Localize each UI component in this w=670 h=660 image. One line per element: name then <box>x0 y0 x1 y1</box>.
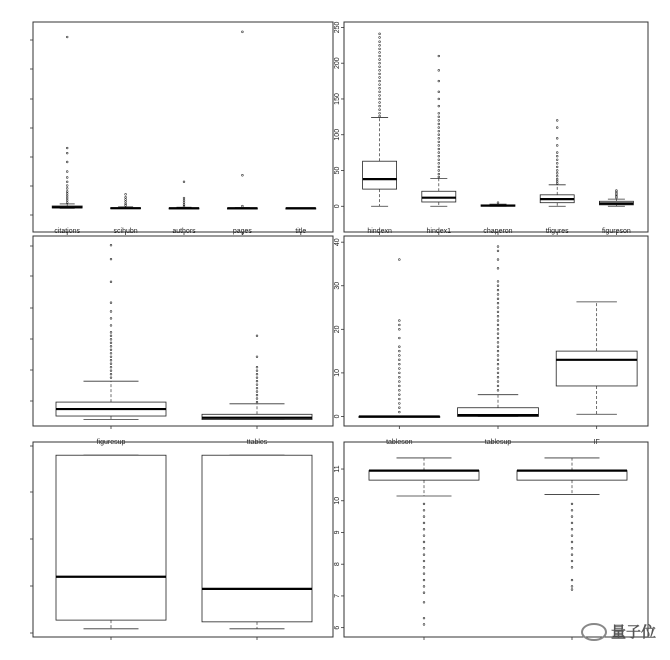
y-tick-label: 40 <box>334 238 341 247</box>
outlier-point <box>110 258 112 260</box>
outlier-point <box>125 193 127 195</box>
outlier-point <box>497 355 499 357</box>
outlier-point <box>398 328 400 330</box>
y-tick-label: 9 <box>334 530 341 535</box>
outlier-point <box>497 337 499 339</box>
y-tick-label: 11 <box>334 465 341 473</box>
x-category-label: pages <box>232 228 252 235</box>
outlier-point <box>66 171 68 173</box>
outlier-point <box>66 197 68 199</box>
outlier-point <box>423 516 425 518</box>
box-iqr <box>556 351 637 386</box>
outlier-point <box>110 377 112 379</box>
outlier-point <box>110 302 112 304</box>
outlier-point <box>571 589 573 591</box>
outlier-point <box>66 202 68 204</box>
outlier-point <box>571 516 573 518</box>
outlier-point <box>398 368 400 370</box>
outlier-point <box>398 259 400 261</box>
box-iqr <box>517 471 627 481</box>
outlier-point <box>379 44 381 46</box>
outlier-point <box>256 373 258 375</box>
outlier-point <box>183 181 185 183</box>
box-2 <box>517 458 627 591</box>
outlier-point <box>497 350 499 352</box>
outlier-point <box>183 197 185 199</box>
outlier-point <box>398 376 400 378</box>
box-5 <box>599 190 633 207</box>
outlier-point <box>497 307 499 309</box>
x-category-label: tableson <box>386 439 413 446</box>
outlier-point <box>497 259 499 261</box>
outlier-point <box>497 285 499 287</box>
outlier-point <box>497 341 499 343</box>
y-tick-label: 10 <box>334 496 341 505</box>
outlier-point <box>497 363 499 365</box>
outlier-point <box>571 503 573 505</box>
outlier-point <box>423 586 425 588</box>
outlier-point <box>379 62 381 64</box>
outlier-point <box>66 152 68 154</box>
outlier-point <box>556 182 558 184</box>
outlier-point <box>379 73 381 75</box>
outlier-point <box>438 55 440 57</box>
outlier-point <box>497 324 499 326</box>
outlier-point <box>438 141 440 143</box>
outlier-point <box>398 389 400 391</box>
outlier-point <box>183 204 185 206</box>
outlier-point <box>379 91 381 93</box>
y-tick-label: 7 <box>334 593 341 598</box>
box-2 <box>202 335 312 420</box>
outlier-point <box>497 311 499 313</box>
outlier-point <box>398 346 400 348</box>
outlier-point <box>398 394 400 396</box>
box-4 <box>227 31 257 209</box>
outlier-point <box>110 370 112 372</box>
outlier-point <box>110 338 112 340</box>
outlier-point <box>571 528 573 530</box>
y-tick-label: 30 <box>334 281 341 290</box>
outlier-point <box>66 177 68 179</box>
outlier-point <box>556 137 558 139</box>
x-category-label: title <box>295 228 307 235</box>
outlier-point <box>438 80 440 82</box>
watermark-text: 量子位 <box>610 623 656 641</box>
box-iqr <box>56 455 166 620</box>
outlier-point <box>379 48 381 50</box>
outlier-point <box>423 535 425 537</box>
outlier-point <box>66 199 68 201</box>
outlier-point <box>438 145 440 147</box>
outlier-point <box>497 328 499 330</box>
outlier-point <box>110 331 112 333</box>
outlier-point <box>438 130 440 132</box>
outlier-point <box>66 181 68 183</box>
box-iqr <box>202 455 312 622</box>
outlier-point <box>379 37 381 39</box>
outlier-point <box>66 191 68 193</box>
outlier-point <box>571 522 573 524</box>
outlier-point <box>256 335 258 337</box>
outlier-point <box>571 547 573 549</box>
outlier-point <box>110 244 112 246</box>
x-category-label: citations <box>54 228 81 235</box>
outlier-point <box>423 573 425 575</box>
outlier-point <box>110 356 112 358</box>
box-1 <box>359 259 440 418</box>
outlier-point <box>398 359 400 361</box>
outlier-point <box>256 370 258 372</box>
outlier-point <box>497 315 499 317</box>
outlier-point <box>110 335 112 337</box>
outlier-point <box>125 201 127 203</box>
outlier-point <box>497 280 499 282</box>
outlier-point <box>571 554 573 556</box>
outlier-point <box>256 387 258 389</box>
outlier-point <box>379 115 381 117</box>
outlier-point <box>125 199 127 201</box>
y-tick-label: 250 <box>334 21 341 34</box>
x-category-label: figuresup <box>96 439 126 446</box>
x-category-label: chaperon <box>483 228 513 235</box>
outlier-point <box>379 87 381 89</box>
outlier-point <box>438 123 440 125</box>
outlier-point <box>423 579 425 581</box>
outlier-point <box>256 356 258 358</box>
outlier-point <box>497 385 499 387</box>
box-3 <box>556 302 637 414</box>
outlier-point <box>571 535 573 537</box>
outlier-point <box>379 98 381 100</box>
outlier-point <box>125 196 127 198</box>
outlier-point <box>379 41 381 43</box>
outlier-point <box>438 137 440 139</box>
outlier-point <box>110 349 112 351</box>
box-iqr <box>363 161 397 189</box>
outlier-point <box>110 345 112 347</box>
outlier-point <box>497 294 499 296</box>
outlier-point <box>423 560 425 562</box>
outlier-point <box>438 98 440 100</box>
outlier-point <box>556 170 558 172</box>
outlier-point <box>556 162 558 164</box>
outlier-point <box>110 359 112 361</box>
outlier-point <box>66 193 68 195</box>
outlier-point <box>398 363 400 365</box>
outlier-point <box>379 80 381 82</box>
outlier-point <box>256 366 258 368</box>
outlier-point <box>438 159 440 161</box>
outlier-point <box>438 155 440 157</box>
outlier-point <box>398 320 400 322</box>
outlier-point <box>497 359 499 361</box>
outlier-point <box>556 145 558 147</box>
outlier-point <box>556 180 558 182</box>
outlier-point <box>571 541 573 543</box>
box-2 <box>422 55 456 206</box>
outlier-point <box>423 509 425 511</box>
box-2 <box>202 455 312 629</box>
outlier-point <box>556 175 558 177</box>
x-category-label: tfigures <box>545 228 569 235</box>
outlier-point <box>398 324 400 326</box>
outlier-point <box>497 333 499 335</box>
box-3 <box>481 202 515 206</box>
x-category-label: ttables <box>246 439 268 446</box>
outlier-point <box>438 173 440 175</box>
outlier-point <box>256 401 258 403</box>
outlier-point <box>497 267 499 269</box>
outlier-point <box>497 368 499 370</box>
outlier-point <box>66 36 68 38</box>
y-tick-label: 10 <box>334 368 341 377</box>
outlier-point <box>571 509 573 511</box>
outlier-point <box>379 69 381 71</box>
outlier-point <box>398 402 400 404</box>
watermark-logo-icon <box>581 623 607 641</box>
outlier-point <box>398 355 400 357</box>
outlier-point <box>571 566 573 568</box>
outlier-point <box>438 127 440 129</box>
x-category-label: hindex1 <box>426 228 452 235</box>
box-4 <box>540 120 574 207</box>
outlier-point <box>438 162 440 164</box>
box-1 <box>363 33 397 206</box>
panel-frame <box>344 22 648 232</box>
outlier-point <box>497 346 499 348</box>
outlier-point <box>497 320 499 322</box>
y-tick-label: 6 <box>334 625 341 630</box>
outlier-point <box>256 398 258 400</box>
outlier-point <box>379 105 381 107</box>
outlier-point <box>256 377 258 379</box>
outlier-point <box>423 566 425 568</box>
outlier-point <box>438 148 440 150</box>
outlier-point <box>66 195 68 197</box>
outlier-point <box>497 250 499 252</box>
outlier-point <box>423 522 425 524</box>
outlier-point <box>398 411 400 413</box>
outlier-point <box>423 541 425 543</box>
outlier-point <box>571 586 573 588</box>
y-tick-label: 0 <box>334 414 341 419</box>
outlier-point <box>497 289 499 291</box>
outlier-point <box>66 188 68 190</box>
outlier-point <box>497 298 499 300</box>
outlier-point <box>66 147 68 149</box>
panel-2 <box>334 21 648 235</box>
outlier-point <box>438 116 440 118</box>
outlier-point <box>556 166 558 168</box>
outlier-point <box>497 372 499 374</box>
outlier-point <box>423 547 425 549</box>
outlier-point <box>379 77 381 79</box>
outlier-point <box>438 134 440 136</box>
y-tick-label: 50 <box>334 166 341 175</box>
outlier-point <box>379 94 381 96</box>
outlier-point <box>379 55 381 57</box>
panel-4 <box>334 236 648 446</box>
box-iqr <box>369 471 479 481</box>
y-tick-label: 0 <box>334 204 341 209</box>
outlier-point <box>256 380 258 382</box>
outlier-point <box>379 59 381 61</box>
outlier-point <box>110 352 112 354</box>
outlier-point <box>398 385 400 387</box>
outlier-point <box>438 120 440 122</box>
y-tick-label: 100 <box>334 128 341 141</box>
outlier-point <box>438 170 440 172</box>
outlier-point <box>398 337 400 339</box>
outlier-point <box>379 112 381 114</box>
outlier-point <box>438 91 440 93</box>
outlier-point <box>66 185 68 187</box>
box-2 <box>458 246 539 417</box>
x-category-label: authors <box>172 228 196 235</box>
panel-6 <box>334 442 648 640</box>
box-1 <box>56 244 166 419</box>
outlier-point <box>438 112 440 114</box>
y-tick-label: 8 <box>334 562 341 567</box>
outlier-point <box>423 554 425 556</box>
outlier-point <box>242 205 244 207</box>
panel-1 <box>30 22 333 235</box>
outlier-point <box>497 376 499 378</box>
y-tick-label: 200 <box>334 57 341 70</box>
outlier-point <box>556 127 558 129</box>
outlier-point <box>110 325 112 327</box>
outlier-point <box>556 172 558 174</box>
outlier-point <box>556 178 558 180</box>
outlier-point <box>571 579 573 581</box>
outlier-point <box>379 109 381 111</box>
panel-frame <box>33 236 333 426</box>
outlier-point <box>423 601 425 603</box>
outlier-point <box>110 281 112 283</box>
outlier-point <box>438 152 440 154</box>
outlier-point <box>497 381 499 383</box>
x-category-label: tablesup <box>484 439 512 446</box>
outlier-point <box>423 528 425 530</box>
outlier-point <box>497 302 499 304</box>
outlier-point <box>497 246 499 248</box>
box-1 <box>56 455 166 629</box>
outlier-point <box>379 66 381 68</box>
x-category-label: scihubn <box>113 228 138 235</box>
box-1 <box>52 36 82 208</box>
box-2 <box>111 193 141 208</box>
outlier-point <box>110 342 112 344</box>
y-tick-label: 150 <box>334 93 341 105</box>
outlier-point <box>398 398 400 400</box>
x-category-label: hindexn <box>367 228 392 235</box>
outlier-point <box>616 190 618 192</box>
outlier-point <box>242 174 244 176</box>
box-5 <box>286 208 316 209</box>
outlier-point <box>398 381 400 383</box>
panel-3 <box>30 236 333 446</box>
outlier-point <box>398 350 400 352</box>
outlier-point <box>110 311 112 313</box>
outlier-point <box>256 394 258 396</box>
outlier-point <box>183 199 185 201</box>
x-category-label: figureson <box>602 228 631 235</box>
outlier-point <box>438 166 440 168</box>
outlier-point <box>423 592 425 594</box>
outlier-point <box>125 203 127 205</box>
outlier-point <box>556 159 558 161</box>
outlier-point <box>110 366 112 368</box>
box-1 <box>369 458 479 625</box>
outlier-point <box>556 152 558 154</box>
outlier-point <box>242 31 244 33</box>
outlier-point <box>379 102 381 104</box>
outlier-point <box>571 560 573 562</box>
outlier-point <box>110 373 112 375</box>
x-category-label: IF <box>593 439 600 446</box>
outlier-point <box>556 120 558 122</box>
outlier-point <box>256 391 258 393</box>
panel-frame <box>344 236 648 426</box>
outlier-point <box>110 363 112 365</box>
outlier-point <box>66 161 68 163</box>
outlier-point <box>556 155 558 157</box>
outlier-point <box>438 176 440 178</box>
outlier-point <box>423 503 425 505</box>
y-tick-label: 20 <box>334 325 341 334</box>
box-3 <box>169 181 199 209</box>
outlier-point <box>438 105 440 107</box>
outlier-point <box>398 372 400 374</box>
watermark <box>581 621 656 642</box>
outlier-point <box>110 318 112 320</box>
outlier-point <box>183 202 185 204</box>
outlier-point <box>438 69 440 71</box>
outlier-point <box>497 389 499 391</box>
outlier-point <box>379 84 381 86</box>
outlier-point <box>423 617 425 619</box>
outlier-point <box>256 384 258 386</box>
outlier-point <box>379 52 381 54</box>
outlier-point <box>497 202 499 204</box>
outlier-point <box>423 624 425 626</box>
outlier-point <box>379 33 381 35</box>
panel-5 <box>30 442 333 640</box>
outlier-point <box>398 407 400 409</box>
